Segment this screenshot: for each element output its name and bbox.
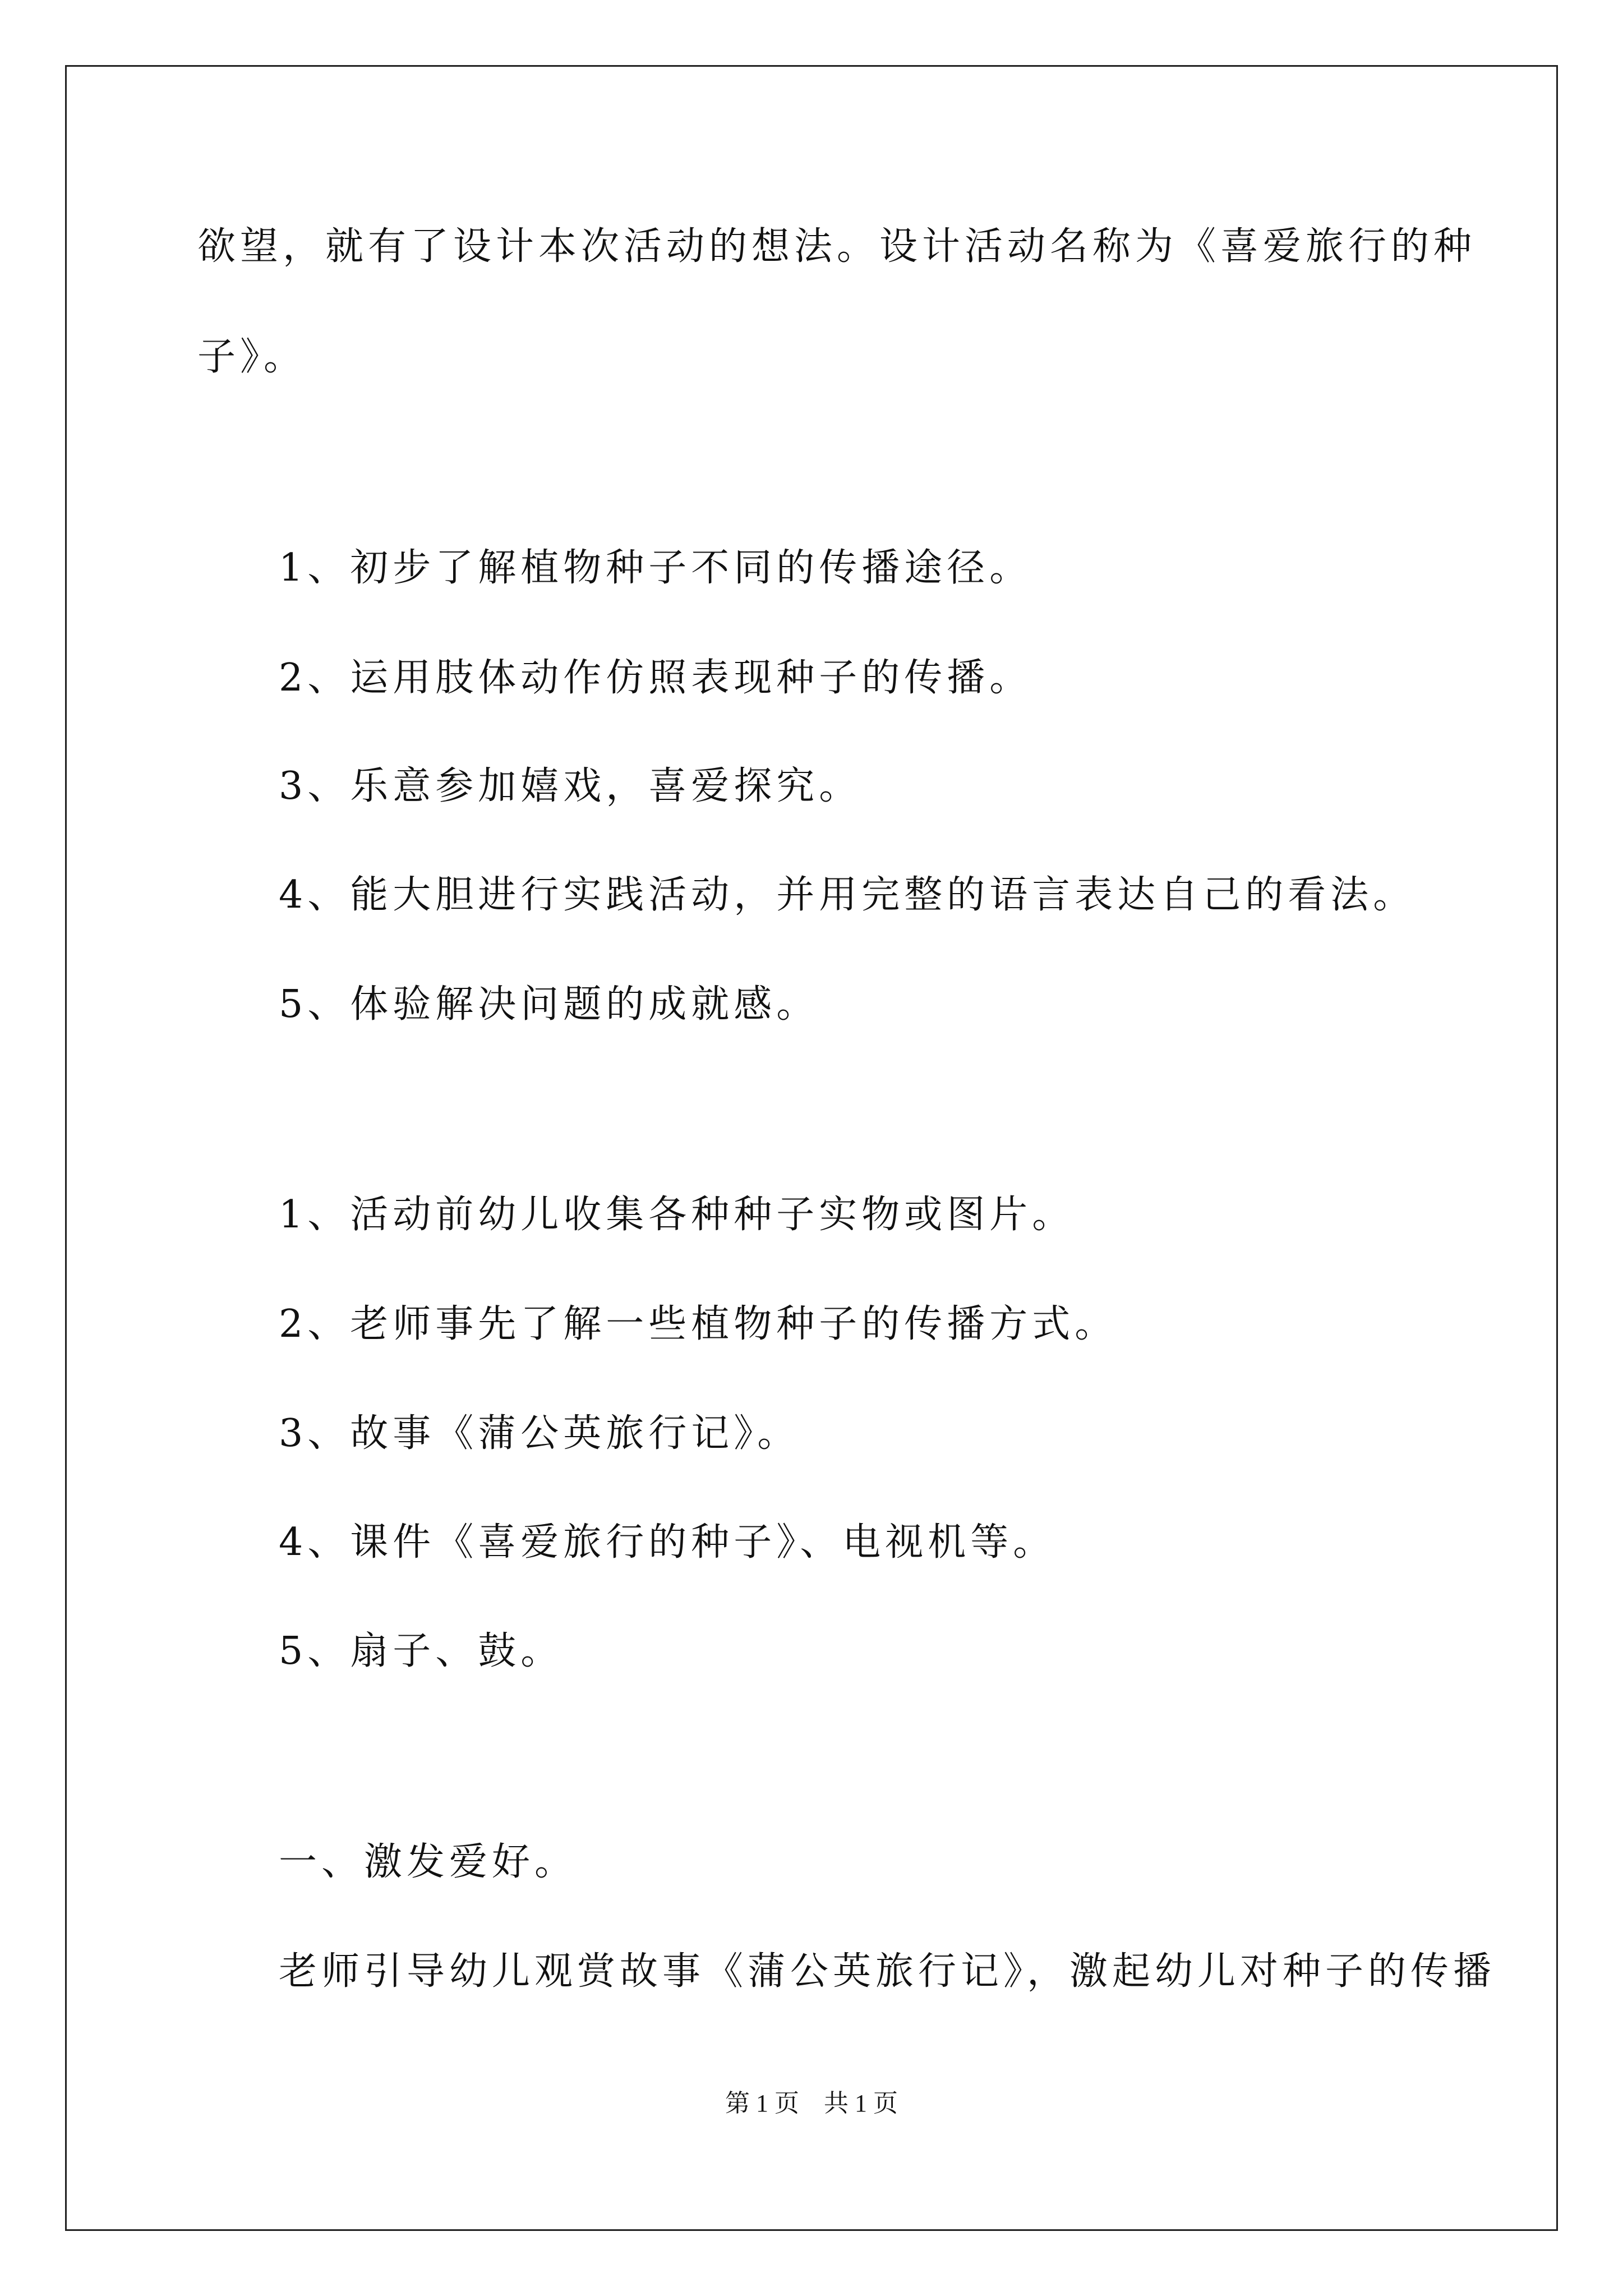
page-number-footer: 第 1 页 共 1 页 bbox=[725, 2090, 898, 2117]
process-step-1-title: 一、激发爱好。 bbox=[279, 1840, 578, 1884]
goal-item-5: 5、体验解决问题的成就感。 bbox=[279, 982, 819, 1027]
preparation-item-5: 5、扇子、鼓。 bbox=[279, 1629, 564, 1673]
page-frame bbox=[65, 65, 1558, 2231]
goal-item-3: 3、乐意参加嬉戏，喜爱探究。 bbox=[279, 764, 862, 808]
preparation-item-4: 4、课件《喜爱旅行的种子》、电视机等。 bbox=[279, 1520, 1056, 1565]
intro-paragraph-line-1: 欲望，就有了设计本次活动的想法。设计活动名称为《喜爱旅行的种 bbox=[197, 224, 1477, 269]
goal-item-2: 2、运用肢体动作仿照表现种子的传播。 bbox=[279, 656, 1032, 700]
goal-item-1: 1、初步了解植物种子不同的传播途径。 bbox=[279, 546, 1032, 590]
goal-item-4: 4、能大胆进行实践活动，并用完整的语言表达自己的看法。 bbox=[279, 873, 1416, 917]
preparation-item-2: 2、老师事先了解一些植物种子的传播方式。 bbox=[279, 1302, 1118, 1346]
intro-paragraph-line-2: 子》。 bbox=[197, 335, 307, 379]
preparation-item-1: 1、活动前幼儿收集各种种子实物或图片。 bbox=[279, 1193, 1075, 1237]
preparation-item-3: 3、故事《蒲公英旅行记》。 bbox=[279, 1411, 800, 1456]
process-step-1-text: 老师引导幼儿观赏故事《蒲公英旅行记》，激起幼儿对种子的传播 bbox=[279, 1949, 1496, 1994]
